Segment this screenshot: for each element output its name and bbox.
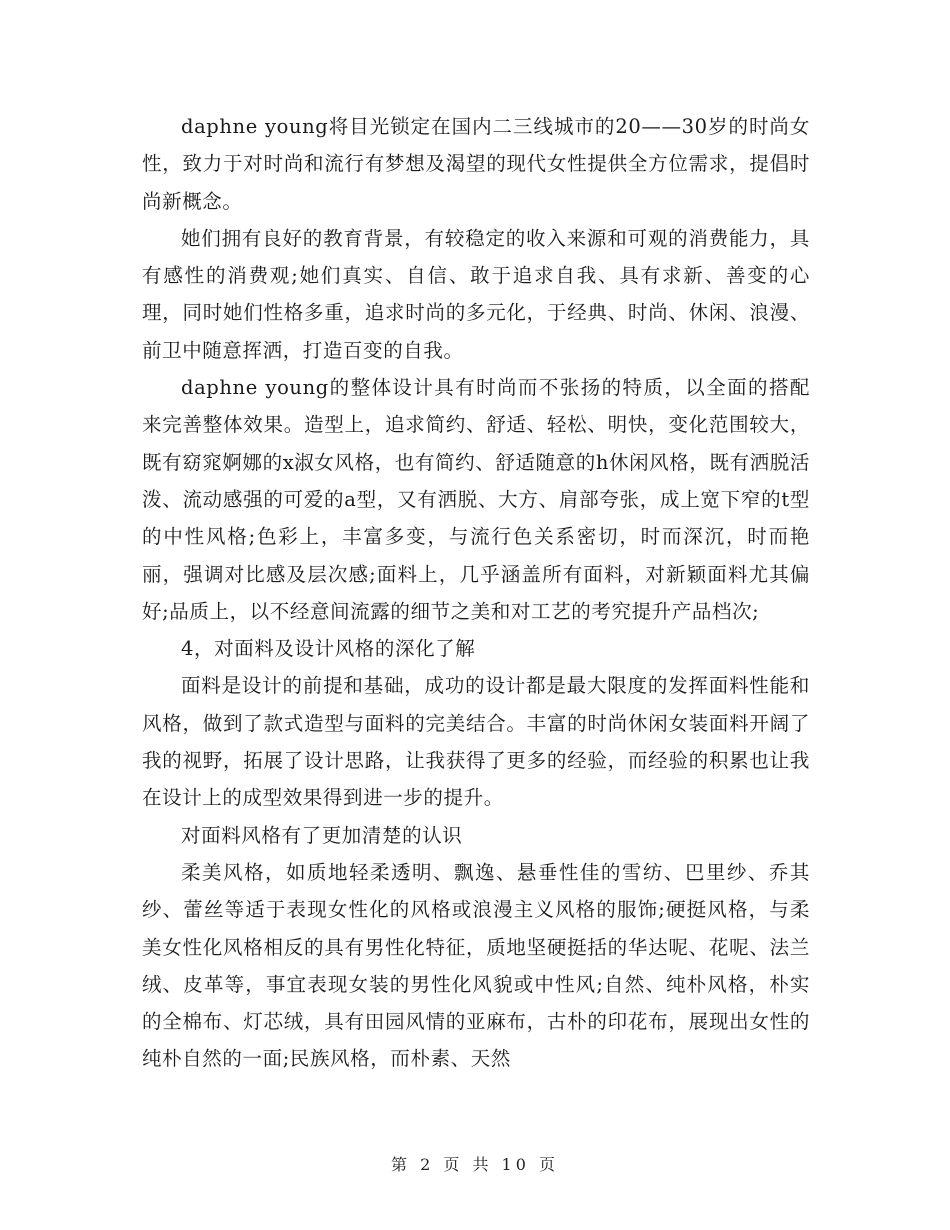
- paragraph-fabric-basis: 面料是设计的前提和基础，成功的设计都是最大限度的发挥面料性能和风格，做到了款式造型与面料的完美结合。丰富的时尚休闲女装面料开阔了我的视野，拓展了设计思路，让我获得了更多的经验，而经验的积累也让我在设计上的成型效果得到进一步的提升。: [142, 674, 810, 810]
- paragraph-design-style: daphne young的整体设计具有时尚而不张扬的特质，以全面的搭配来完善整体效果。造型上，追求简约、舒适、轻松、明快，变化范围较大，既有窈窕婀娜的x淑女风格，也有简约、舒适随意的h休闲风格，既有洒脱活泼、流动感强的可爱的a型，又有洒脱、大方、肩部夸张，成上宽下窄的t型的中性风格;色彩上，丰富多变，与流行色关系密切，时而深沉，时而艳丽，强调对比感及层次感;面料上，几乎涵盖所有面料，对新颖面料尤其偏好;品质上，以不经意间流露的细节之美和对工艺的考究提升产品档次;: [142, 376, 810, 623]
- subheading-fabric-styles: 对面料风格有了更加清楚的认识: [181, 823, 463, 847]
- section-heading-fabric: 4，对面料及设计风格的深化了解: [181, 637, 476, 661]
- paragraph-consumer-profile: 她们拥有良好的教育背景，有较稳定的收入来源和可观的消费能力，具有感性的消费观;她们真实、自信、敢于追求自我、具有求新、善变的心理，同时她们性格多重，追求时尚的多元化，于经典、时尚、休闲、浪漫、前卫中随意挥洒，打造百变的自我。: [142, 226, 810, 362]
- paragraph-fabric-style-types: 柔美风格，如质地轻柔透明、飘逸、悬垂性佳的雪纺、巴里纱、乔其纱、蕾丝等适于表现女性化的风格或浪漫主义风格的服饰;硬挺风格，与柔美女性化风格相反的具有男性化特征，质地坚硬挺括的华达呢、花呢、法兰绒、皮革等，事宜表现女装的男性化风貌或中性风;自然、纯朴风格，朴实的全棉布、灯芯绒，具有田园风情的亚麻布，古朴的印花布，展现出女性的纯朴自然的一面;民族风格，而朴素、天然: [142, 860, 810, 1071]
- page-body: [142, 108, 810, 1078]
- paragraph-target-audience: daphne young将目光锁定在国内二三线城市的20——30岁的时尚女性，致力于对时尚和流行有梦想及渴望的现代女性提供全方位需求，提倡时尚新概念。: [142, 115, 810, 213]
- page-number-footer: 第 2 页 共 10 页: [391, 1155, 559, 1174]
